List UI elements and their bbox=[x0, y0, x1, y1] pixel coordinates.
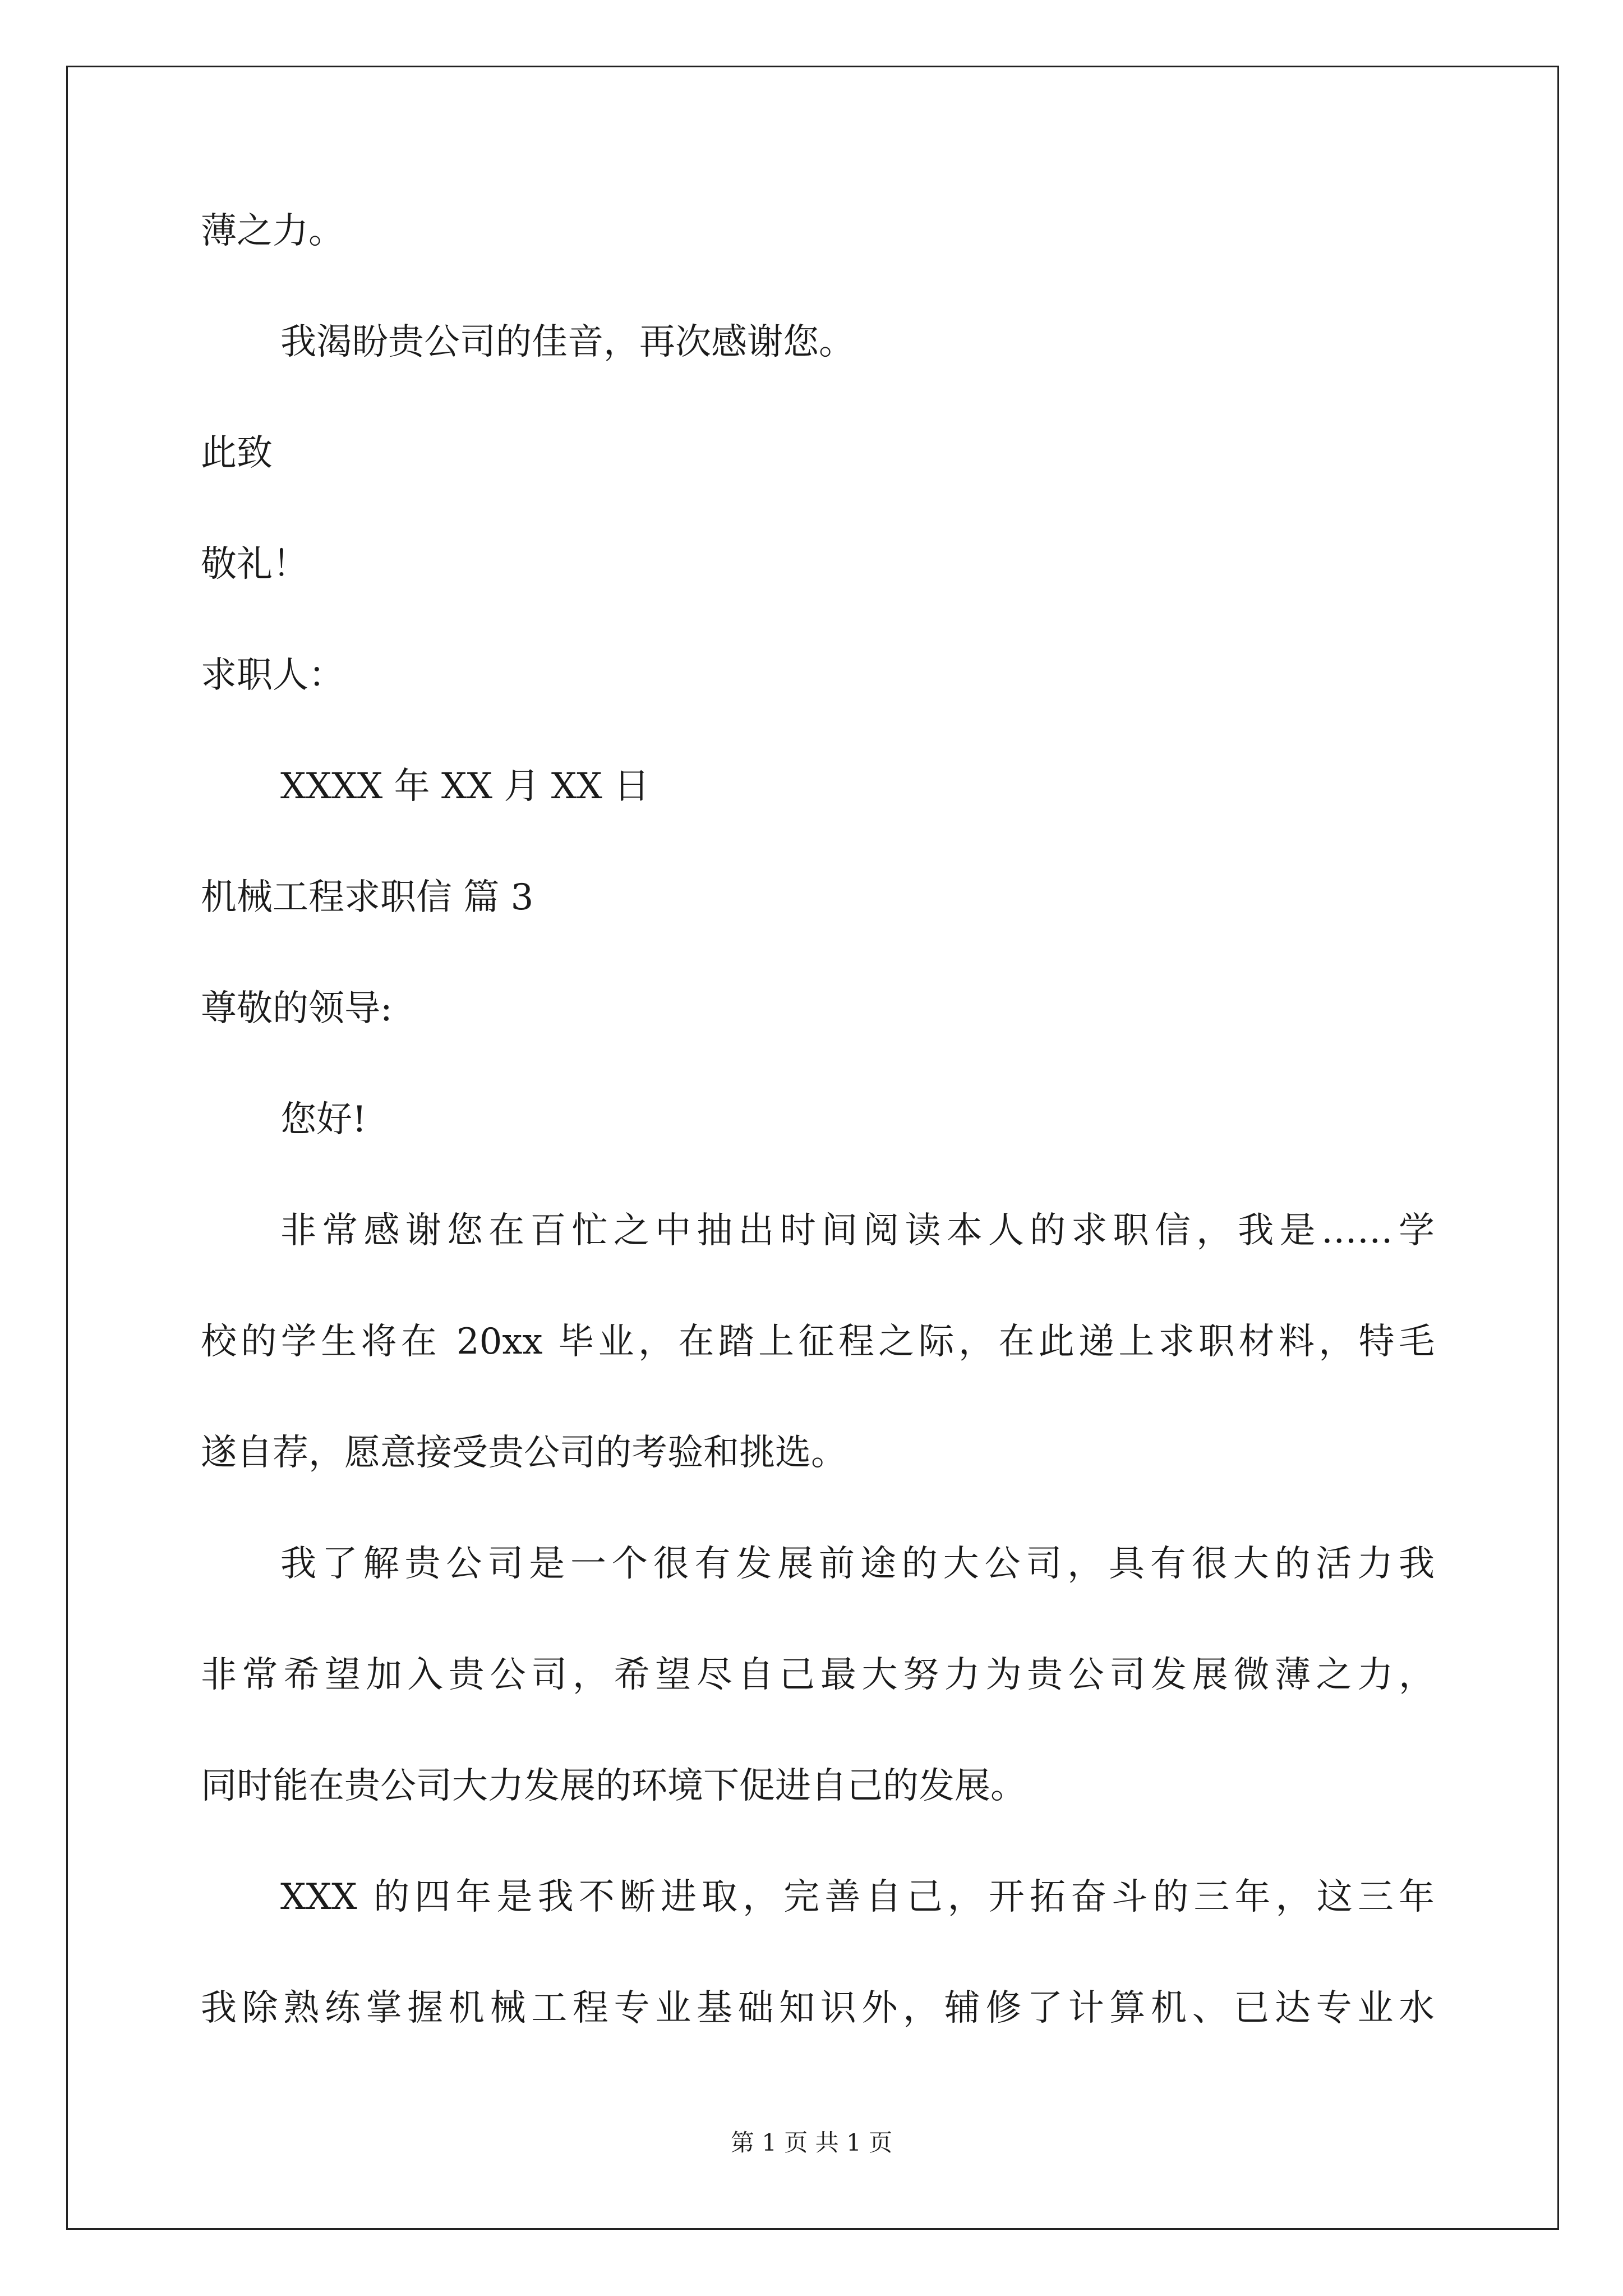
text-line: 薄之力。 bbox=[201, 210, 344, 252]
text-line: 求职人： bbox=[201, 655, 344, 696]
paragraph-line: 我了解贵公司是一个很有发展前途的大公司，具有很大的活力我 bbox=[280, 1543, 1435, 1585]
greeting: 您好! bbox=[280, 1099, 367, 1140]
paragraph-line: 同时能在贵公司大力发展的环境下促进自己的发展。 bbox=[201, 1765, 1026, 1807]
text-line: 此致 bbox=[201, 432, 273, 474]
date-line: XXXX 年 XX 月 XX 日 bbox=[280, 766, 650, 807]
paragraph-line: 遂自荐，愿意接受贵公司的考验和挑选。 bbox=[201, 1432, 847, 1474]
page-number-footer: 第 1 页 共 1 页 bbox=[730, 2129, 893, 2156]
text-line: 我渴盼贵公司的佳音，再次感谢您。 bbox=[280, 321, 855, 363]
paragraph-line: 非常希望加入贵公司，希望尽自己最大努力为贵公司发展微薄之力， bbox=[201, 1654, 1435, 1696]
paragraph-line: 校的学生将在 20xx 毕业，在踏上征程之际，在此递上求职材料，特毛 bbox=[201, 1321, 1435, 1363]
text-line: 敬礼！ bbox=[201, 544, 308, 585]
paragraph-line: XXX 的四年是我不断进取，完善自己，开拓奋斗的三年，这三年 bbox=[280, 1876, 1435, 1918]
paragraph-line: 非常感谢您在百忙之中抽出时间阅读本人的求职信，我是……学 bbox=[280, 1210, 1435, 1251]
salutation: 尊敬的领导: bbox=[201, 988, 393, 1029]
paragraph-line: 我除熟练掌握机械工程专业基础知识外，辅修了计算机、已达专业水 bbox=[201, 1987, 1435, 2029]
section-heading: 机械工程求职信 篇 3 bbox=[201, 877, 534, 918]
